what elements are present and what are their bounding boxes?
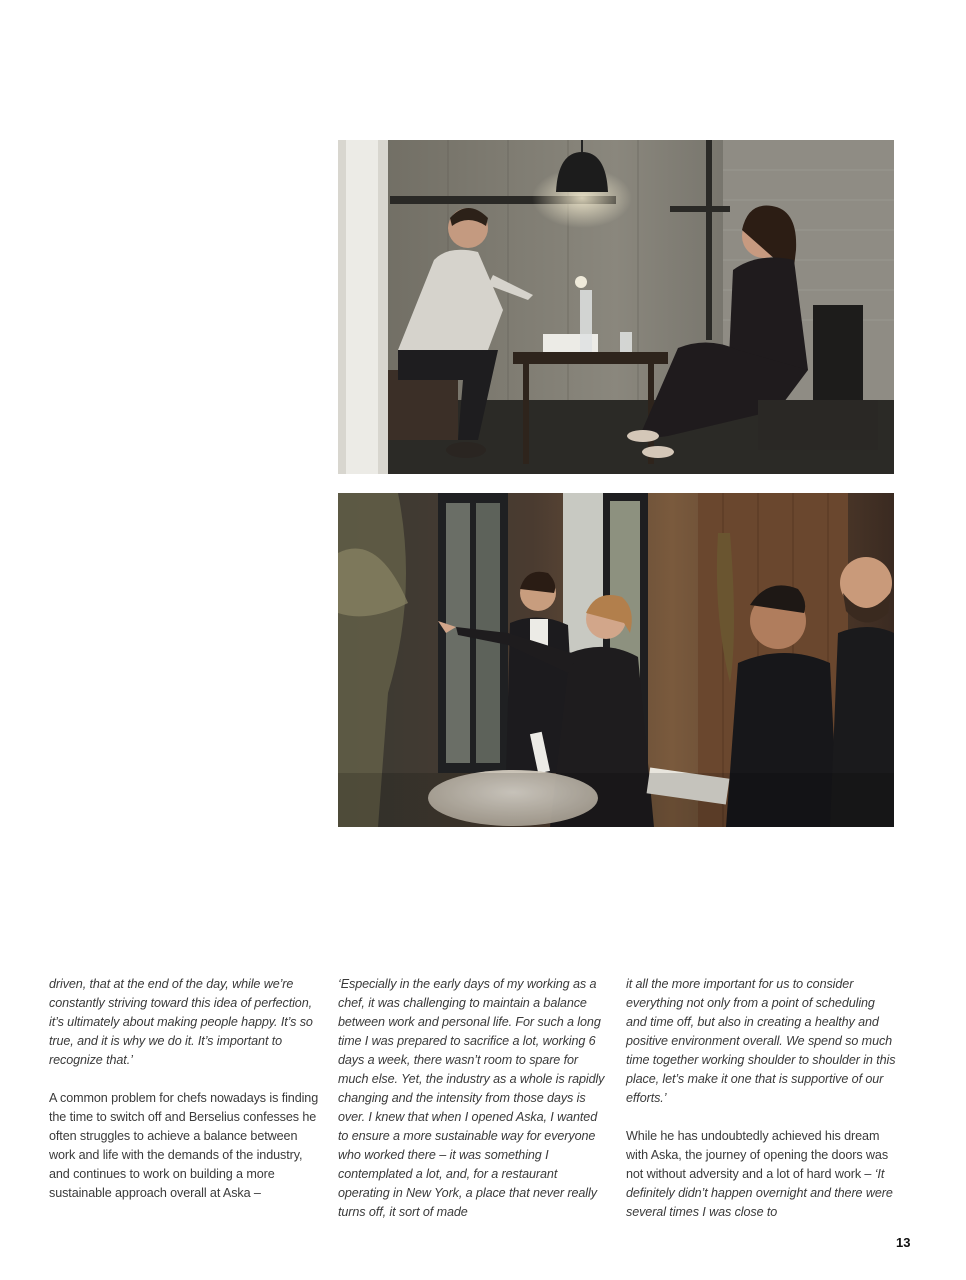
photo-chef-interview-image bbox=[338, 140, 894, 474]
text-column-2 bbox=[338, 975, 610, 1222]
photo-staff-briefing-image bbox=[338, 493, 894, 827]
quote-continuation: driven, that at the end of the day, while we’re constantly striving toward this idea of perfection, it’s ultimately about making people happy. It’s so true, and it is why we do it. It’s important to recognize that.’ bbox=[49, 977, 313, 1067]
text-column-3 bbox=[626, 975, 898, 1222]
body-paragraph: A common problem for chefs nowadays is finding the time to switch off and Berselius confesses he often struggles to achieve a balance between work and life with the demands of the industry, and continues to work on building a more sustainable approach overall at Aska – bbox=[49, 1091, 319, 1200]
body-paragraph bbox=[626, 1127, 898, 1222]
photo-staff-briefing bbox=[338, 493, 894, 827]
quote-continuation: it all the more important for us to consider everything not only from a point of scheduling and time off, but also in creating a healthy and positive environment overall. We spend so much time together working shoulder to shoulder in this place, let’s make it one that is supportive of our efforts.’ bbox=[626, 977, 896, 1105]
inline-quote: ‘It definitely didn’t happen overnight and there were several times I was close to bbox=[626, 1167, 893, 1219]
page-number: 13 bbox=[896, 1235, 911, 1250]
text-column-1 bbox=[49, 975, 321, 1203]
photo-chef-interview bbox=[338, 140, 894, 474]
quote-paragraph: ‘Especially in the early days of my working as a chef, it was challenging to maintain a balance between work and personal life. For such a long time I was prepared to sacrifice a lot, working 6 days a week, there wasn’t room to spare for much else. Yet, the industry as a whole is rapidly changing and the intensity from those days is over. I knew that when I opened Aska, I wanted to ensure a more sustainable way for everyone who worked there – it was something I contemplated a lot, and, for a restaurant operating in New York, a place that never really turns off, it sort of made bbox=[338, 977, 605, 1219]
body-text: While he has undoubtedly achieved his dream with Aska, the journey of opening the doors was not without adversity and a lot of hard work – bbox=[626, 1129, 889, 1181]
